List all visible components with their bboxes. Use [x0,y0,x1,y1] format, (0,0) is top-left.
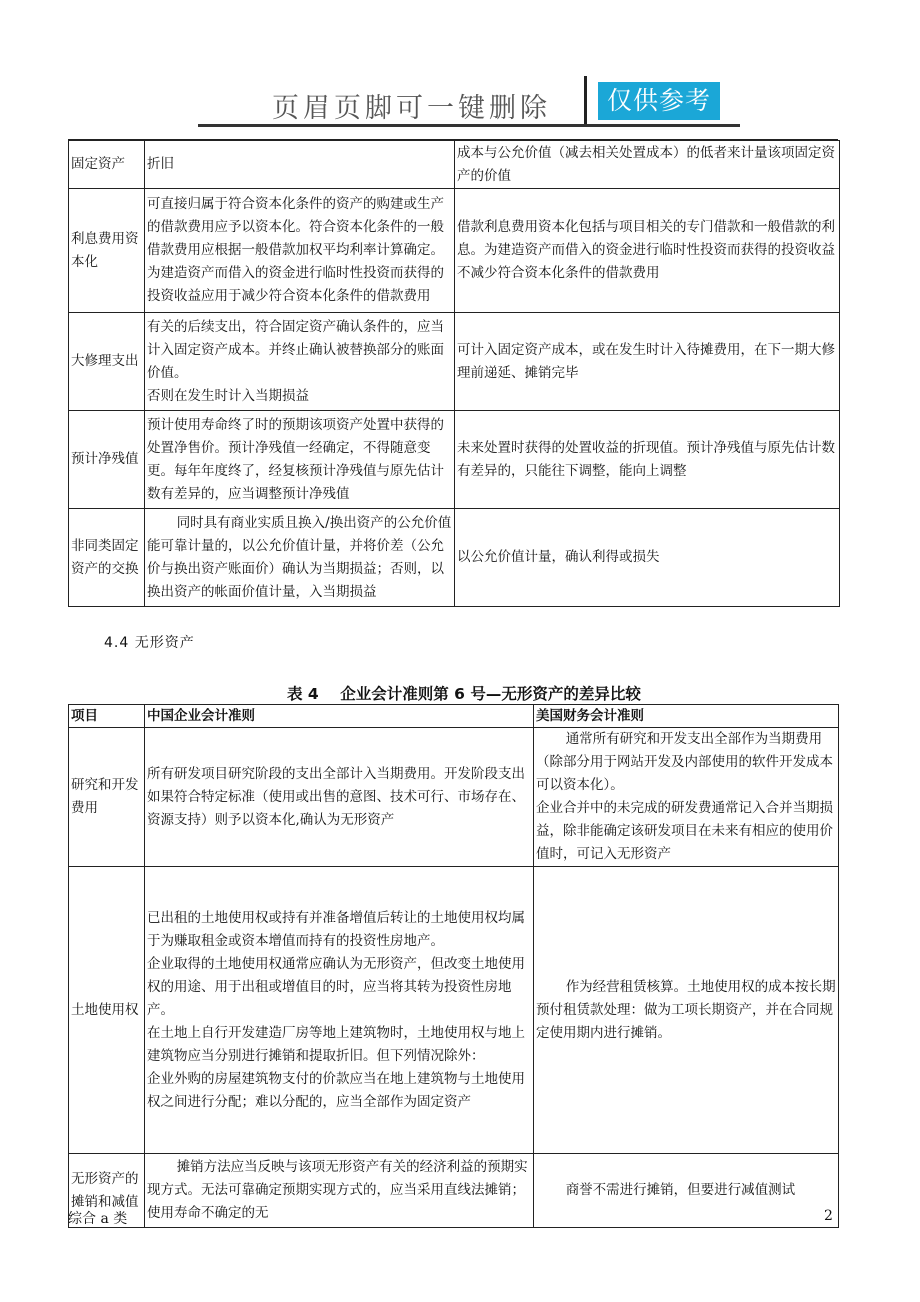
us-standard-cell: 作为经营租赁核算。土地使用权的成本按长期预付租赁款处理：做为工项长期资产，并在合同规定使用期内进行摊销。 [534,867,839,1154]
table-caption-number: 表 4 [287,685,319,703]
row-item: 固定资产 [69,141,145,189]
column-header-item: 项目 [69,705,145,728]
section-heading: 4.4 无形资产 [104,635,195,651]
fixed-assets-comparison-table [68,140,840,607]
cn-standard-cell: 有关的后续支出，符合固定资产确认条件的，应当计入固定资产成本。并终止确认被替换部分的账面价值。 否则在发生时计入当期损益 [145,313,455,411]
cn-standard-cell: 同时具有商业实质且换入/换出资产的公允价值能可靠计量的，以公允价值计量，并将价差（公允价与换出资产账面价）确认为当期损益；否则，以换出资产的帐面价值计量，入当期损益 [145,509,455,607]
page-number: 2 [824,1208,833,1224]
table-caption-title: 企业会计准则第 6 号—无形资产的差异比较 [340,685,641,703]
table-row [69,867,839,1154]
us-standard-cell: 成本与公允价值（减去相关处置成本）的低者来计量该项固定资产的价值 [455,141,840,189]
us-standard-cell: 以公允价值计量，确认利得或损失 [455,509,840,607]
table-row [69,313,840,411]
us-standard-cell: 未来处置时获得的处置收益的折现值。预计净残值与原先估计数有差异的，只能往下调整，能向上调整 [455,411,840,509]
table-caption [287,682,641,704]
banner-divider [584,76,587,126]
footer-category: 综合 a 类 [68,1211,128,1227]
us-standard-cell: 借款利息费用资本化包括与项目相关的专门借款和一般借款的利息。为建造资产而借入的资金进行临时性投资而获得的投资收益不减少符合资本化条件的借款费用 [455,189,840,313]
row-item: 利息费用资本化 [69,189,145,313]
header-banner [0,0,920,140]
column-header-us: 美国财务会计准则 [534,705,839,728]
row-item: 非同类固定资产的交换 [69,509,145,607]
us-standard-cell: 可计入固定资产成本，或在发生时计入待摊费用，在下一期大修理前递延、摊销完毕 [455,313,840,411]
table-row [69,411,840,509]
banner-text: 页眉页脚可一键删除 [272,93,551,124]
us-standard-cell: 商誉不需进行摊销，但要进行减值测试 [534,1154,839,1228]
banner-underline [198,124,740,127]
us-standard-cell: 通常所有研究和开发支出全部作为当期费用（除部分用于网站开发及内部使用的软件开发成本可以资本化）。 企业合并中的未完成的研发费通常记入合并当期损益，除非能确定该研发项目在未来有相应的使用价值时，可记入无形资产 [534,728,839,867]
table-header-row [69,705,839,728]
row-item: 研究和开发费用 [69,728,145,867]
cn-standard-cell: 所有研发项目研究阶段的支出全部计入当期费用。开发阶段支出如果符合特定标准（使用或出售的意图、技术可行、市场存在、资源支持）则予以资本化,确认为无形资产 [145,728,534,867]
table-row [69,1154,839,1228]
row-item: 无形资产的摊销和减值 [69,1154,145,1228]
row-item: 土地使用权 [69,867,145,1154]
table-row [69,189,840,313]
cn-standard-cell: 折旧 [145,141,455,189]
table-row [69,141,840,189]
column-header-cn: 中国企业会计准则 [145,705,534,728]
row-item: 大修理支出 [69,313,145,411]
row-item: 预计净残值 [69,411,145,509]
table-row [69,509,840,607]
cn-standard-cell: 摊销方法应当反映与该项无形资产有关的经济利益的预期实现方式。无法可靠确定预期实现方式的，应当采用直线法摊销；使用寿命不确定的无 [145,1154,534,1228]
table-row [69,728,839,867]
cn-standard-cell: 预计使用寿命终了时的预期该项资产处置中获得的处置净售价。预计净残值一经确定，不得随意变更。每年年度终了，经复核预计净残值与原先估计数有差异的，应当调整预计净残值 [145,411,455,509]
cn-standard-cell: 可直接归属于符合资本化条件的资产的购建或生产的借款费用应予以资本化。符合资本化条件的一般借款费用应根据一般借款加权平均利率计算确定。为建造资产而借入的资金进行临时性投资而获得的投资收益应用于减少符合资本化条件的借款费用 [145,189,455,313]
cn-standard-cell: 已出租的土地使用权或持有并准备增值后转让的土地使用权均属于为赚取租金或资本增值而持有的投资性房地产。 企业取得的土地使用权通常应确认为无形资产，但改变土地使用权的用途、用于出租或增值目的时，应当将其转为投资性房地产。 在土地上自行开发建造厂房等地上建筑物时，土地使用权与地上建筑物应当分别进行摊销和提取折旧。但下列情况除外： 企业外购的房屋建筑物支付的价款应当在地上建筑物与土地使用权之间进行分配；难以分配的，应当全部作为固定资产 [145,867,534,1154]
reference-only-badge: 仅供参考 [598,82,720,120]
intangible-assets-comparison-table [68,704,839,1228]
